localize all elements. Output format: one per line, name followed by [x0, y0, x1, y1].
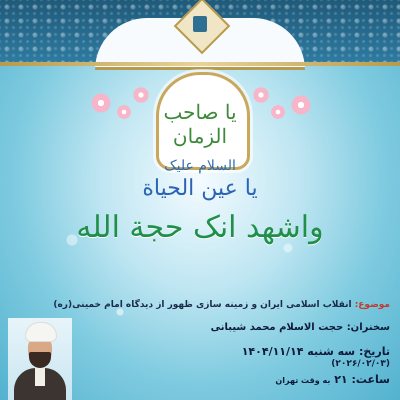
blossom-icon [90, 92, 112, 114]
blossom-icon [290, 94, 312, 116]
date-line [130, 345, 390, 358]
subject-line [10, 300, 390, 310]
time-value: ۲۱ [334, 373, 348, 386]
speaker-label: سخنران: [346, 322, 390, 333]
beard [29, 352, 51, 368]
date-value: سه شنبه ۱۴۰۴/۱۱/۱۴ [241, 345, 356, 358]
gold-stripe [0, 62, 400, 66]
date-gregorian: (۲۰۲۶/۰۲/۰۳) [331, 359, 390, 369]
speaker-line [130, 322, 390, 333]
subject-label: موضوع: [354, 300, 390, 310]
subject-text: انقلاب اسلامی ایران و زمینه سازی ظهور از دیدگاه امام خمینی(ره) [53, 300, 352, 310]
date-label: تاریخ: [358, 345, 390, 358]
collar [35, 368, 45, 386]
emblem-logo-icon [193, 16, 207, 32]
medallion-calligraphy: یا صاحب الزمان [163, 100, 237, 148]
time-zone-note: به وقت تهران [275, 376, 331, 385]
speaker-photo [8, 318, 72, 400]
time-line [130, 373, 390, 386]
greeting-calligraphy: السلام علیک [164, 158, 236, 174]
blossom-icon [116, 104, 132, 120]
time-label: ساعت: [351, 373, 390, 386]
speaker-name: حجت الاسلام محمد شیبانی [210, 322, 344, 333]
blossom-icon [270, 104, 286, 120]
turban [25, 322, 57, 342]
calligraphy-line-2: واشهد انک حجة الله [76, 210, 324, 245]
blossom-icon [252, 86, 270, 104]
blossom-icon [132, 86, 150, 104]
calligraphy-line-1: یا عین الحیاة [142, 176, 258, 201]
